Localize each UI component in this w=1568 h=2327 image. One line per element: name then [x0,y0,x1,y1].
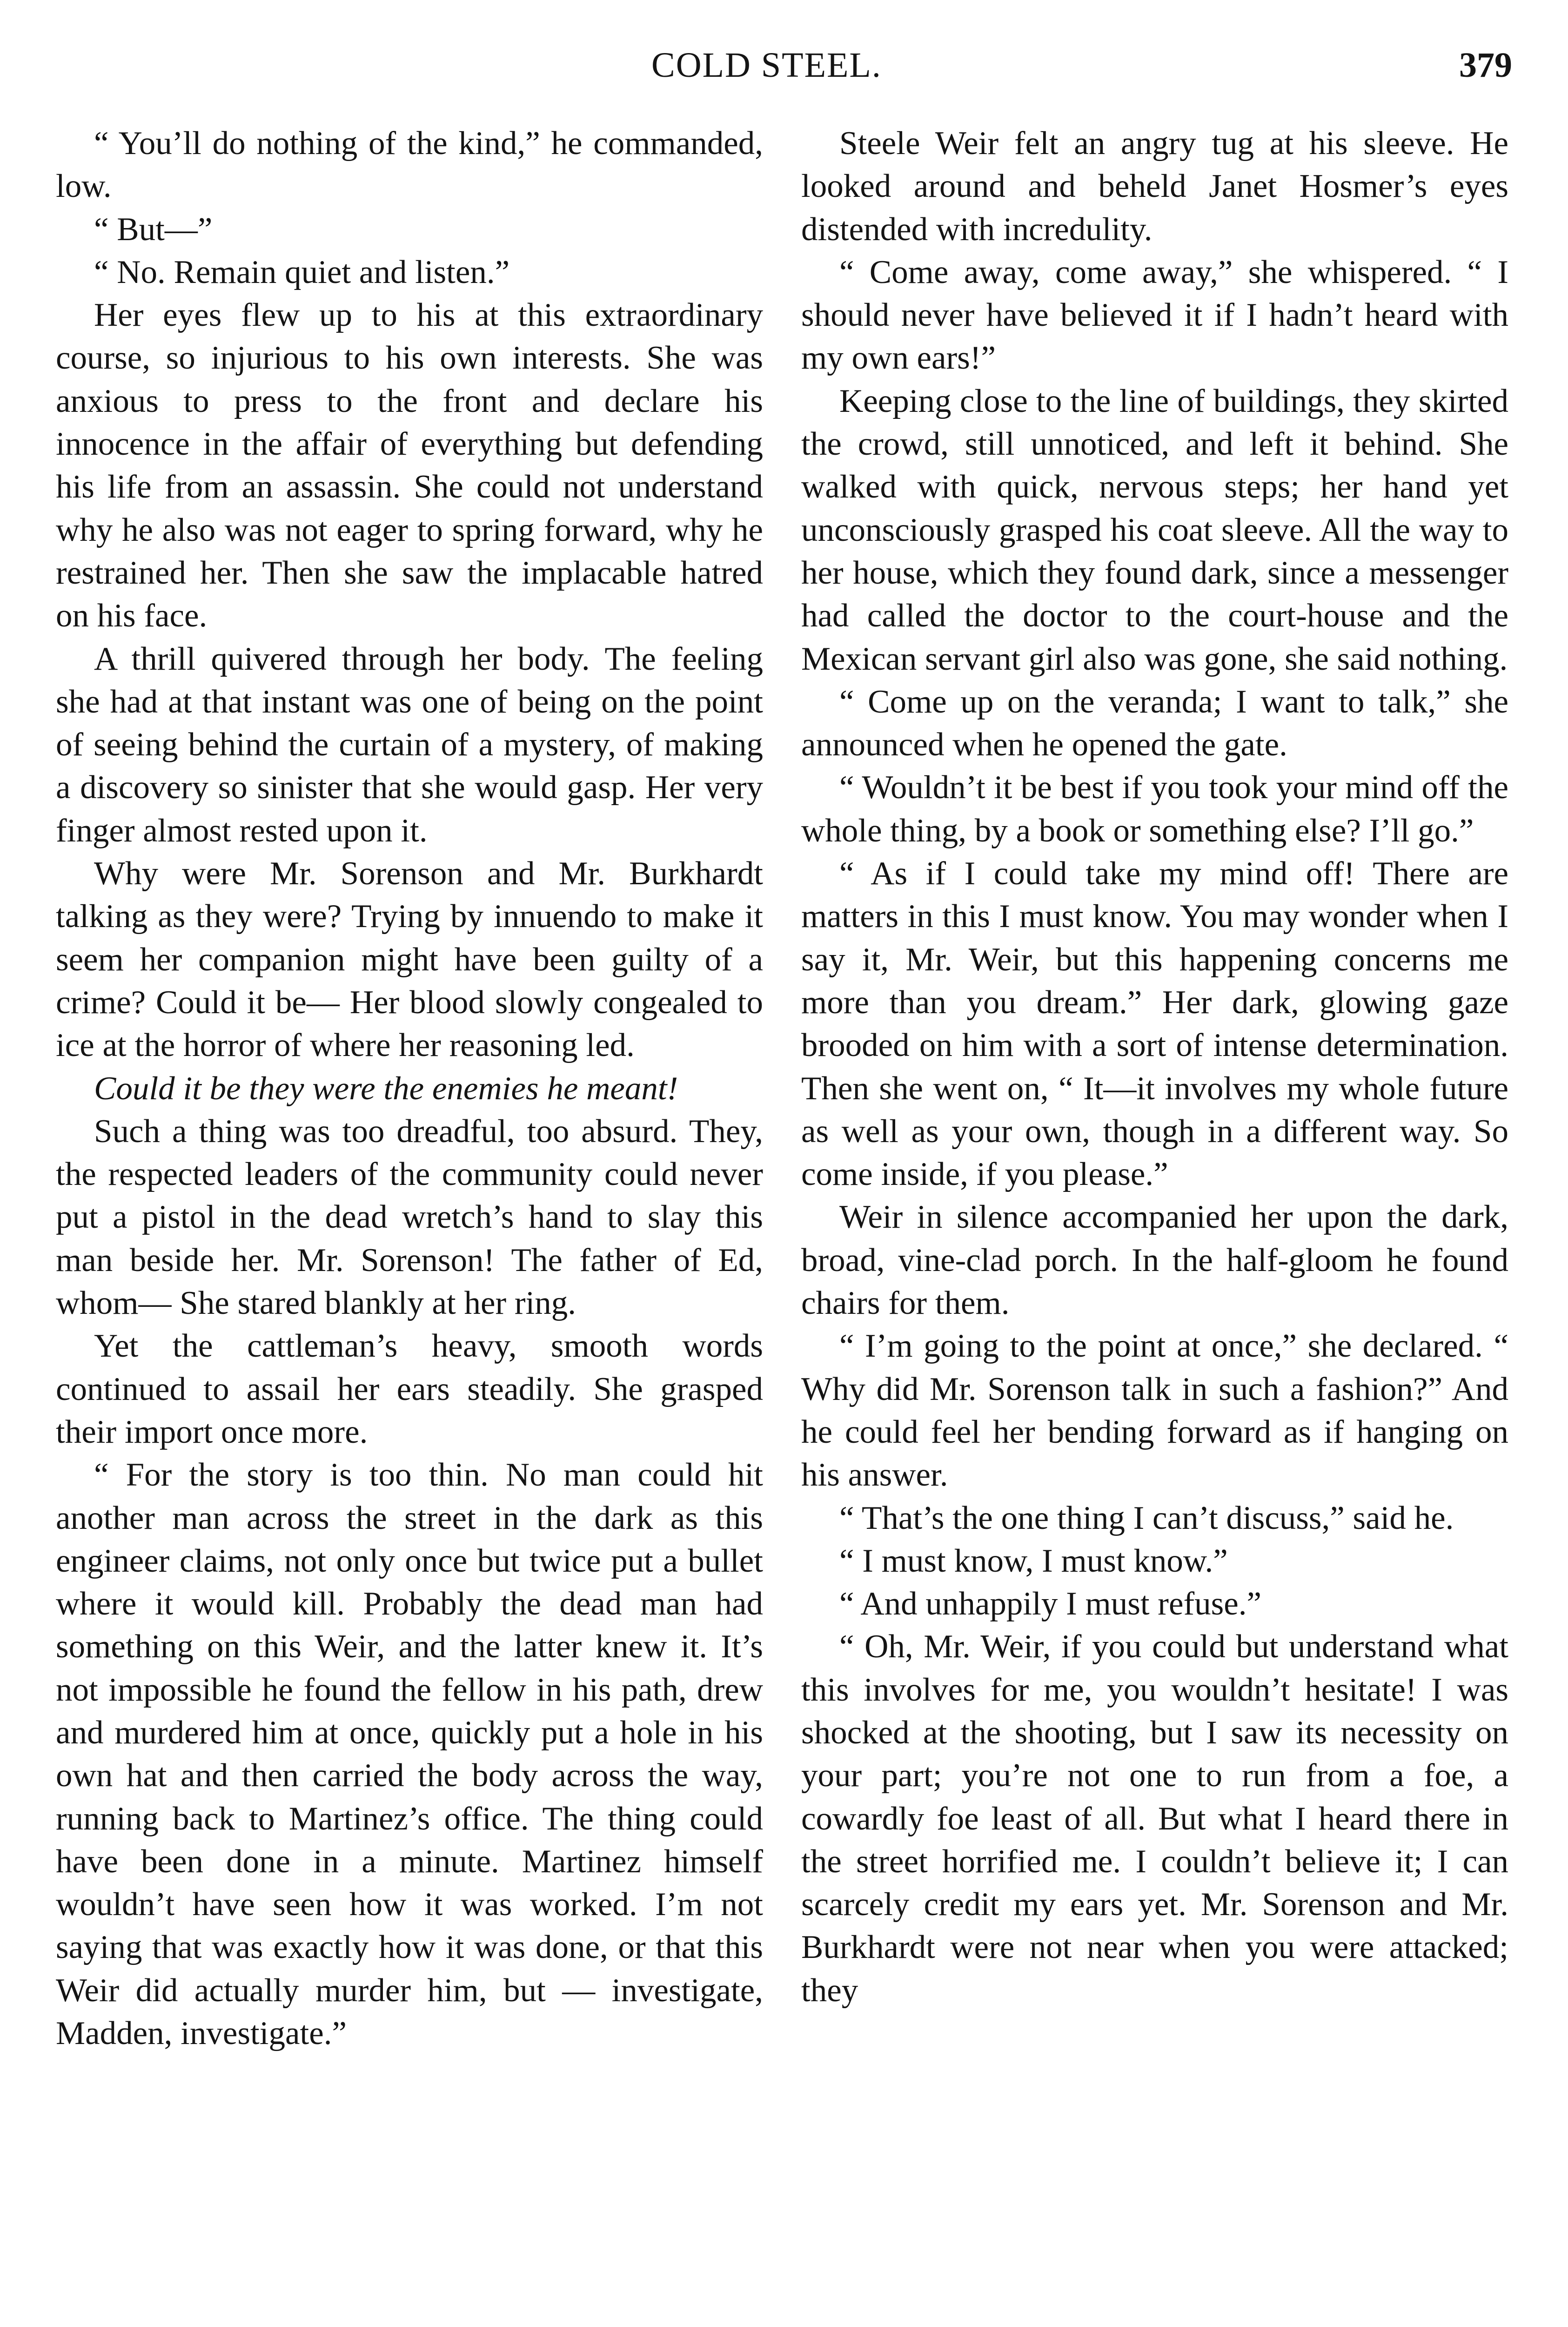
paragraph: “ But—” [94,211,213,248]
left-column [56,122,763,2055]
paragraph: Yet the cattleman’s heavy, smooth words continued to assail her ears steadily. She grasped their import once more. [56,1328,763,1450]
paragraph: Such a thing was too dreadful, too absurd. They, the respected leaders of the community could never put a pistol in the dead wretch’s hand to slay this man beside her. Mr. Sorenson! The father of Ed, whom— She stared blankly at her ring. [56,1113,763,1322]
page-number: 379 [1459,46,1512,85]
paragraph: Weir in silence accompanied her upon the dark, broad, vine-clad porch. In the half-gloom he found chairs for them. [801,1199,1508,1322]
paragraph: “ As if I could take my mind off! There are matters in this I must know. You may wonder when I say it, Mr. Weir, but this happening concerns me more than you dream.” Her dark, glowing gaze brooded on him with a sort of intense determination. Then she went on, “ It—it involves my whole future as well as your own, though in a different way. So come inside, if you please.” [801,855,1508,1193]
right-column [801,122,1508,2012]
running-title: COLD STEEL. [651,46,882,85]
italic-paragraph: Could it be they were the enemies he meant! [94,1070,678,1107]
paragraph: Her eyes flew up to his at this extraordinary course, so injurious to his own interests. She was anxious to press to the front and declare his innocence in the affair of everything but defending his life from an assassin. She could not understand why he also was not eager to spring forward, why he restrained her. Then she saw the implacable hatred on his face. [56,297,763,634]
paragraph: “ For the story is too thin. No man could hit another man across the street in the dark as this engineer claims, not only once but twice put a bullet where it would kill. Probably the dead man had something on this Weir, and the latter knew it. It’s not impossible he found the fellow in his path, drew and murdered him at once, quickly put a hole in his own hat and then carried the body across the way, running back to Martinez’s office. The thing could have been done in a minute. Martinez himself wouldn’t have seen how it was worked. I’m not saying that was exactly how it was done, or that this Weir did actually murder him, but — investigate, Madden, investigate.” [56,1457,763,2052]
paragraph: “ I’m going to the point at once,” she declared. “ Why did Mr. Sorenson talk in such a fashion?” And he could feel her bending forward as if hanging on his answer. [801,1328,1508,1493]
paragraph: Why were Mr. Sorenson and Mr. Burkhardt talking as they were? Trying by innuendo to make it seem her companion might have been guilty of a crime? Could it be— Her blood slowly congealed to ice at the horror of where her reasoning led. [56,855,763,1064]
paragraph: “ Come up on the veranda; I want to talk,” she announced when he opened the gate. [801,683,1508,763]
paragraph: “ And unhappily I must refuse.” [839,1586,1262,1622]
paragraph: Keeping close to the line of buildings, they skirted the crowd, still unnoticed, and left it behind. She walked with quick, nervous steps; her hand yet unconsciously grasped his coat sleeve. All the way to her house, which they found dark, since a messenger had called the doctor to the court-house and the Mexican servant girl also was gone, she said nothing. [801,383,1508,677]
paragraph: “ Come away, come away,” she whispered. “ I should never have believed it if I hadn’t heard with my own ears!” [801,254,1508,377]
paragraph: “ Oh, Mr. Weir, if you could but understand what this involves for me, you wouldn’t hesitate! I was shocked at the shooting, but I saw its necessity on your part; you’re not one to run from a foe, a cowardly foe least of all. But what I heard there in the street horrified me. I couldn’t believe it; I can scarcely credit my ears yet. Mr. Sorenson and Mr. Burkhardt were not near when you were attacked; they [801,1628,1508,2009]
paragraph: A thrill quivered through her body. The feeling she had at that instant was one of being on the point of seeing behind the curtain of a mystery, of making a discovery so sinister that she would gasp. Her very finger almost rested upon it. [56,640,763,849]
paragraph: “ Wouldn’t it be best if you took your mind off the whole thing, by a book or something else? I’ll go.” [801,769,1508,849]
paragraph: “ I must know, I must know.” [839,1542,1228,1579]
paragraph: “ No. Remain quiet and listen.” [94,254,510,290]
paragraph: “ That’s the one thing I can’t discuss,” said he. [839,1500,1454,1536]
paragraph: “ You’ll do nothing of the kind,” he commanded, low. [56,125,763,205]
paragraph: Steele Weir felt an angry tug at his sleeve. He looked around and beheld Janet Hosmer’s eyes distended with incredulity. [801,125,1508,248]
running-header [56,40,1512,91]
